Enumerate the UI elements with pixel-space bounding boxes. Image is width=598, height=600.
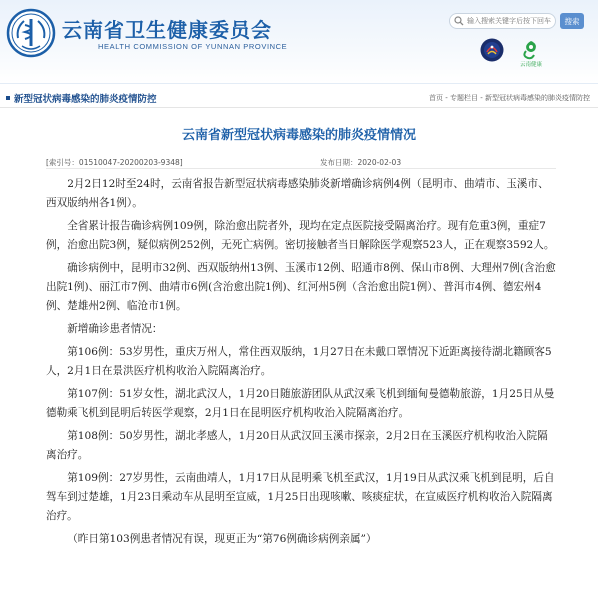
site-header (0, 0, 598, 84)
article-body (46, 175, 558, 553)
paragraph: （昨日第103例患者情况有误，现更正为“第76例确诊病例亲属”） (67, 533, 377, 545)
badge-emblem-icon[interactable] (480, 38, 504, 62)
nav-bar (0, 88, 598, 108)
yunnan-health-label: 云南健康 (519, 62, 543, 68)
search-input[interactable] (467, 17, 559, 25)
publish-date: 发布日期：2020-02-03 (320, 158, 402, 167)
article-meta (46, 155, 556, 169)
index-number: [索引号：01510047-20200203-9348] (46, 158, 183, 167)
paragraph: 第106例：53岁男性，重庆万州人，常住西双版纳，1月27日在未戴口罩情况下近距离接待湖北籍顾客5人，2月1日在景洪医疗机构收治入院隔离治疗。 (46, 346, 552, 377)
section-title-text: 新型冠状病毒感染的肺炎疫情防控 (14, 94, 157, 105)
paragraph: 确诊病例中，昆明市32例、西双版纳州13例、玉溪市12例、昭通市8例、保山市8例、大理州7例(含治愈出院1例)、丽江市7例、曲靖市6例(含治愈出院1例)、红河州5例（含治愈出院1例）、普洱市4例、德宏州4例、楚雄州2例、临沧市1例。 (46, 262, 556, 312)
site-subtitle: HEALTH COMMISSION OF YUNNAN PROVINCE (98, 42, 288, 51)
paragraph: 2月2日12时至24时，云南省报告新型冠状病毒感染肺炎新增确诊病例4例（昆明市、曲靖市、玉溪市、西双版纳州各1例）。 (46, 178, 549, 209)
paragraph: 第107例：51岁女性，湖北武汉人，1月20日随旅游团队从武汉乘飞机到缅甸曼德勒旅游，1月25日从曼德勒乘飞机到昆明后转医学观察，2月1日在昆明医疗机构收治入院隔离治疗。 (46, 388, 555, 419)
paragraph: 全省累计报告确诊病例109例，除治愈出院者外，现均在定点医院接受隔离治疗。现有危重3例，重症7例，治愈出院3例，疑似病例252例，无死亡病例。密切接触者当日解除医学观察523人，正在观察3592人。 (46, 220, 555, 251)
health-commission-emblem-icon[interactable] (6, 8, 56, 58)
article-title: 云南省新型冠状病毒感染的肺炎疫情情况 (181, 128, 416, 143)
bullet-square-icon (6, 96, 10, 100)
section-title[interactable] (6, 91, 157, 105)
paragraph: 第109例：27岁男性，云南曲靖人，1月17日从昆明乘飞机至武汉，1月19日从武汉乘飞机到昆明，后自驾车到过楚雄，1月23日乘动车从昆明至宣威，1月25日出现咳嗽、咳痰症状，在宣威医疗机构收治入院隔离治疗。 (46, 472, 555, 522)
paragraph: 新增确诊患者情况： (67, 323, 163, 335)
site-title[interactable]: 云南省卫生健康委员会 (62, 18, 272, 42)
search-icon (454, 16, 464, 26)
search-box (449, 13, 556, 29)
breadcrumb[interactable]: 首页 - 专题栏目 - 新型冠状病毒感染的肺炎疫情防控 (429, 94, 590, 102)
paragraph: 第108例：50岁男性，湖北孝感人，1月20日从武汉回玉溪市探亲，2月2日在玉溪医疗机构收治入院隔离治疗。 (46, 430, 548, 461)
search-button[interactable]: 搜索 (560, 13, 584, 29)
yunnan-health-logo-icon[interactable] (516, 38, 546, 68)
